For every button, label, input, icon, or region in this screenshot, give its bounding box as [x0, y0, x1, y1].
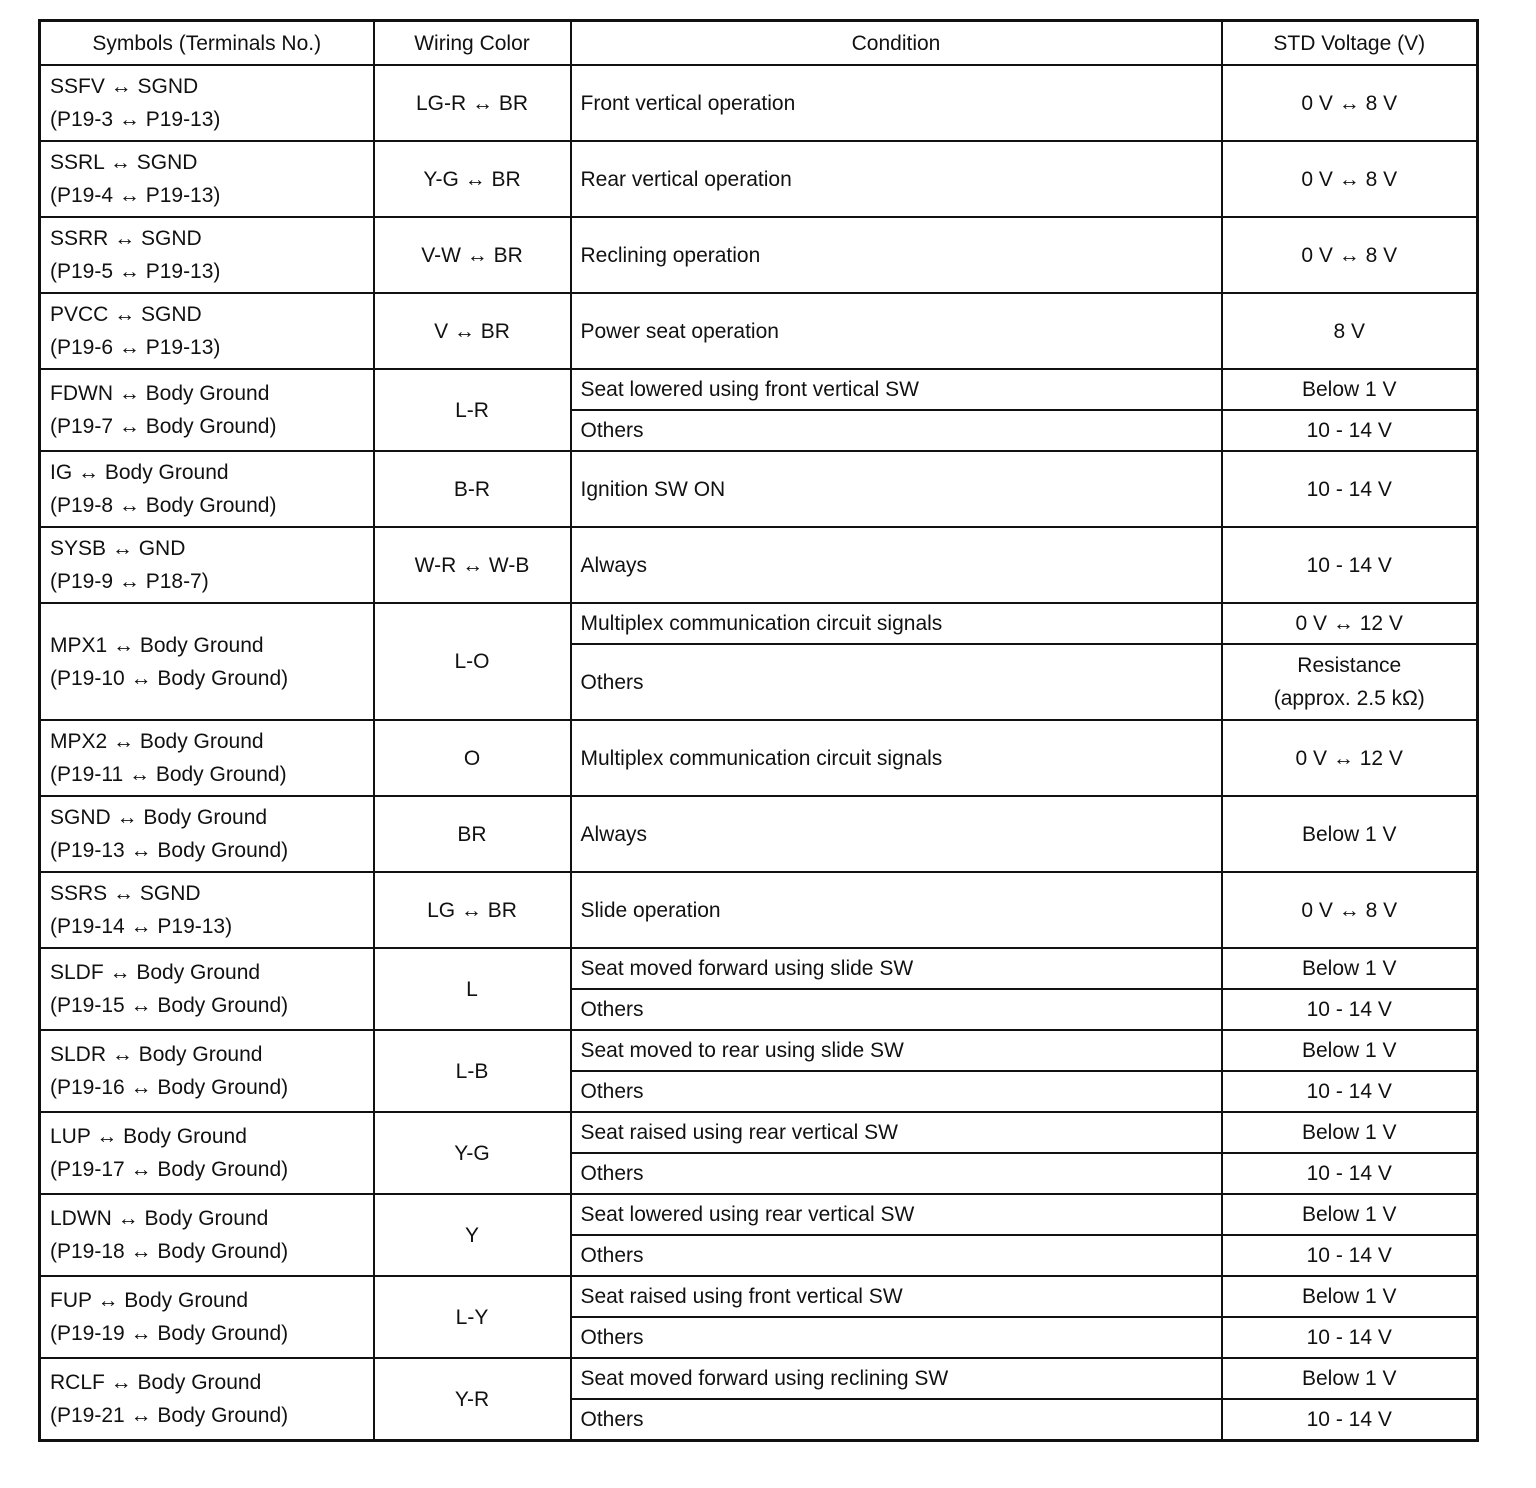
- table-row: [40, 796, 1478, 872]
- condition-cell: Seat lowered using rear vertical SW: [571, 1194, 1222, 1235]
- symbol-cell: [40, 451, 374, 527]
- wiring-color-cell: V ↔ BR: [374, 293, 571, 369]
- condition-cell: Others: [571, 1317, 1222, 1358]
- symbol-cell: [40, 796, 374, 872]
- symbol-cell: [40, 369, 374, 451]
- std-voltage-cell: 0 V ↔ 8 V: [1222, 141, 1478, 217]
- symbol-cell: [40, 1194, 374, 1276]
- std-voltage-cell: Below 1 V: [1222, 1112, 1478, 1153]
- symbol-name: RCLF ↔ Body Ground: [50, 1371, 262, 1394]
- table-row: [40, 65, 1478, 141]
- voltage-line: (approx. 2.5 kΩ): [1273, 687, 1425, 710]
- wiring-color-cell: L-B: [374, 1030, 571, 1112]
- wiring-color-cell: V-W ↔ BR: [374, 217, 571, 293]
- condition-cell: Seat moved to rear using slide SW: [571, 1030, 1222, 1071]
- terminal-numbers: (P19-6 ↔ P19-13): [50, 336, 221, 359]
- condition-cell: Power seat operation: [571, 293, 1222, 369]
- symbol-name: SSFV ↔ SGND: [50, 75, 199, 98]
- symbol-name: LDWN ↔ Body Ground: [50, 1207, 269, 1230]
- terminal-numbers: (P19-13 ↔ Body Ground): [50, 839, 289, 862]
- std-voltage-cell: 10 - 14 V: [1222, 1235, 1478, 1276]
- table-row: [40, 369, 1478, 410]
- condition-cell: Always: [571, 796, 1222, 872]
- condition-cell: Always: [571, 527, 1222, 603]
- condition-cell: Reclining operation: [571, 217, 1222, 293]
- condition-cell: Multiplex communication circuit signals: [571, 603, 1222, 644]
- table-row: [40, 1276, 1478, 1317]
- table-row: [40, 1030, 1478, 1071]
- symbol-cell: [40, 141, 374, 217]
- table-row: [40, 603, 1478, 644]
- terminal-numbers: (P19-15 ↔ Body Ground): [50, 994, 289, 1017]
- condition-cell: Slide operation: [571, 872, 1222, 948]
- symbol-cell: [40, 65, 374, 141]
- wiring-color-cell: Y-G ↔ BR: [374, 141, 571, 217]
- symbol-name: SLDF ↔ Body Ground: [50, 961, 261, 984]
- terminal-numbers: (P19-7 ↔ Body Ground): [50, 415, 277, 438]
- terminal-numbers: (P19-11 ↔ Body Ground): [50, 763, 287, 786]
- std-voltage-cell: 0 V ↔ 8 V: [1222, 872, 1478, 948]
- symbol-name: LUP ↔ Body Ground: [50, 1125, 247, 1148]
- header-row: [40, 21, 1478, 66]
- symbol-cell: [40, 1030, 374, 1112]
- terminal-numbers: (P19-8 ↔ Body Ground): [50, 494, 277, 517]
- wiring-color-cell: L: [374, 948, 571, 1030]
- wiring-color-cell: O: [374, 720, 571, 796]
- condition-cell: Others: [571, 644, 1222, 720]
- wiring-color-cell: BR: [374, 796, 571, 872]
- symbol-cell: [40, 1358, 374, 1441]
- terminal-numbers: (P19-3 ↔ P19-13): [50, 108, 221, 131]
- table-row: [40, 141, 1478, 217]
- terminal-numbers: (P19-17 ↔ Body Ground): [50, 1158, 289, 1181]
- symbol-name: SYSB ↔ GND: [50, 537, 186, 560]
- wiring-color-cell: LG-R ↔ BR: [374, 65, 571, 141]
- terminal-numbers: (P19-21 ↔ Body Ground): [50, 1404, 289, 1427]
- symbol-cell: [40, 217, 374, 293]
- std-voltage-cell: 8 V: [1222, 293, 1478, 369]
- std-voltage-cell: 0 V ↔ 8 V: [1222, 65, 1478, 141]
- symbol-name: MPX2 ↔ Body Ground: [50, 730, 264, 753]
- wiring-color-cell: W-R ↔ W-B: [374, 527, 571, 603]
- symbol-cell: [40, 603, 374, 720]
- symbol-cell: [40, 720, 374, 796]
- std-voltage-cell: 10 - 14 V: [1222, 527, 1478, 603]
- symbol-cell: [40, 948, 374, 1030]
- symbol-cell: [40, 1112, 374, 1194]
- wiring-color-cell: Y-G: [374, 1112, 571, 1194]
- wiring-color-cell: L-Y: [374, 1276, 571, 1358]
- std-voltage-cell: 0 V ↔ 12 V: [1222, 603, 1478, 644]
- table-row: [40, 217, 1478, 293]
- condition-cell: Others: [571, 1153, 1222, 1194]
- condition-cell: Seat moved forward using slide SW: [571, 948, 1222, 989]
- std-voltage-cell: Below 1 V: [1222, 1276, 1478, 1317]
- header-symbols: Symbols (Terminals No.): [40, 21, 374, 66]
- terminal-numbers: (P19-10 ↔ Body Ground): [50, 666, 289, 690]
- condition-cell: Seat raised using rear vertical SW: [571, 1112, 1222, 1153]
- std-voltage-cell: Below 1 V: [1222, 796, 1478, 872]
- std-voltage-cell: 10 - 14 V: [1222, 1071, 1478, 1112]
- terminal-numbers: (P19-18 ↔ Body Ground): [50, 1240, 289, 1263]
- table-body: [40, 65, 1478, 1441]
- std-voltage-cell: Below 1 V: [1222, 948, 1478, 989]
- condition-cell: Others: [571, 1399, 1222, 1441]
- std-voltage-cell: 10 - 14 V: [1222, 451, 1478, 527]
- condition-cell: Others: [571, 410, 1222, 451]
- symbol-name: SGND ↔ Body Ground: [50, 806, 268, 829]
- header-wiring-color: Wiring Color: [374, 21, 571, 66]
- std-voltage-cell: 10 - 14 V: [1222, 1399, 1478, 1441]
- table-row: [40, 1112, 1478, 1153]
- std-voltage-cell: 0 V ↔ 8 V: [1222, 217, 1478, 293]
- std-voltage-cell: Below 1 V: [1222, 1358, 1478, 1399]
- condition-cell: Front vertical operation: [571, 65, 1222, 141]
- std-voltage-cell: 10 - 14 V: [1222, 410, 1478, 451]
- symbol-name: SSRR ↔ SGND: [50, 227, 202, 250]
- symbol-name: IG ↔ Body Ground: [50, 461, 229, 484]
- terminal-numbers: (P19-4 ↔ P19-13): [50, 184, 221, 207]
- table-row: [40, 293, 1478, 369]
- table-row: [40, 451, 1478, 527]
- std-voltage-cell: [1222, 644, 1478, 720]
- symbol-name: MPX1 ↔ Body Ground: [50, 633, 264, 657]
- symbol-cell: [40, 872, 374, 948]
- terminal-numbers: (P19-5 ↔ P19-13): [50, 260, 221, 283]
- table-row: [40, 1358, 1478, 1399]
- wiring-color-cell: L-R: [374, 369, 571, 451]
- terminal-numbers: (P19-19 ↔ Body Ground): [50, 1322, 289, 1345]
- terminal-numbers: (P19-14 ↔ P19-13): [50, 915, 233, 938]
- wiring-color-cell: B-R: [374, 451, 571, 527]
- table-row: [40, 872, 1478, 948]
- symbol-name: FDWN ↔ Body Ground: [50, 382, 270, 405]
- symbol-cell: [40, 1276, 374, 1358]
- condition-cell: Seat lowered using front vertical SW: [571, 369, 1222, 410]
- std-voltage-cell: Below 1 V: [1222, 1030, 1478, 1071]
- std-voltage-cell: 10 - 14 V: [1222, 1317, 1478, 1358]
- condition-cell: Others: [571, 1071, 1222, 1112]
- std-voltage-cell: 0 V ↔ 12 V: [1222, 720, 1478, 796]
- symbol-name: SSRS ↔ SGND: [50, 882, 201, 905]
- voltage-line: Resistance: [1297, 654, 1402, 677]
- condition-cell: Seat moved forward using reclining SW: [571, 1358, 1222, 1399]
- wiring-color-cell: L-O: [374, 603, 571, 720]
- condition-cell: Others: [571, 989, 1222, 1030]
- symbol-name: PVCC ↔ SGND: [50, 303, 202, 326]
- terminal-numbers: (P19-9 ↔ P18-7): [50, 570, 209, 593]
- symbol-name: SSRL ↔ SGND: [50, 151, 198, 174]
- condition-cell: Multiplex communication circuit signals: [571, 720, 1222, 796]
- std-voltage-cell: Below 1 V: [1222, 1194, 1478, 1235]
- wiring-color-cell: Y-R: [374, 1358, 571, 1441]
- table-row: [40, 527, 1478, 603]
- table-row: [40, 720, 1478, 796]
- symbol-name: FUP ↔ Body Ground: [50, 1289, 249, 1312]
- table-row: [40, 1194, 1478, 1235]
- terminal-voltage-table: [38, 19, 1479, 1442]
- std-voltage-cell: Below 1 V: [1222, 369, 1478, 410]
- symbol-cell: [40, 527, 374, 603]
- wiring-color-cell: LG ↔ BR: [374, 872, 571, 948]
- std-voltage-cell: 10 - 14 V: [1222, 1153, 1478, 1194]
- std-voltage-cell: 10 - 14 V: [1222, 989, 1478, 1030]
- condition-cell: Others: [571, 1235, 1222, 1276]
- header-std-voltage: STD Voltage (V): [1222, 21, 1478, 66]
- condition-cell: Rear vertical operation: [571, 141, 1222, 217]
- symbol-cell: [40, 293, 374, 369]
- terminal-numbers: (P19-16 ↔ Body Ground): [50, 1076, 289, 1099]
- condition-cell: Ignition SW ON: [571, 451, 1222, 527]
- condition-cell: Seat raised using front vertical SW: [571, 1276, 1222, 1317]
- wiring-color-cell: Y: [374, 1194, 571, 1276]
- header-condition: Condition: [571, 21, 1222, 66]
- symbol-name: SLDR ↔ Body Ground: [50, 1043, 263, 1066]
- table-row: [40, 948, 1478, 989]
